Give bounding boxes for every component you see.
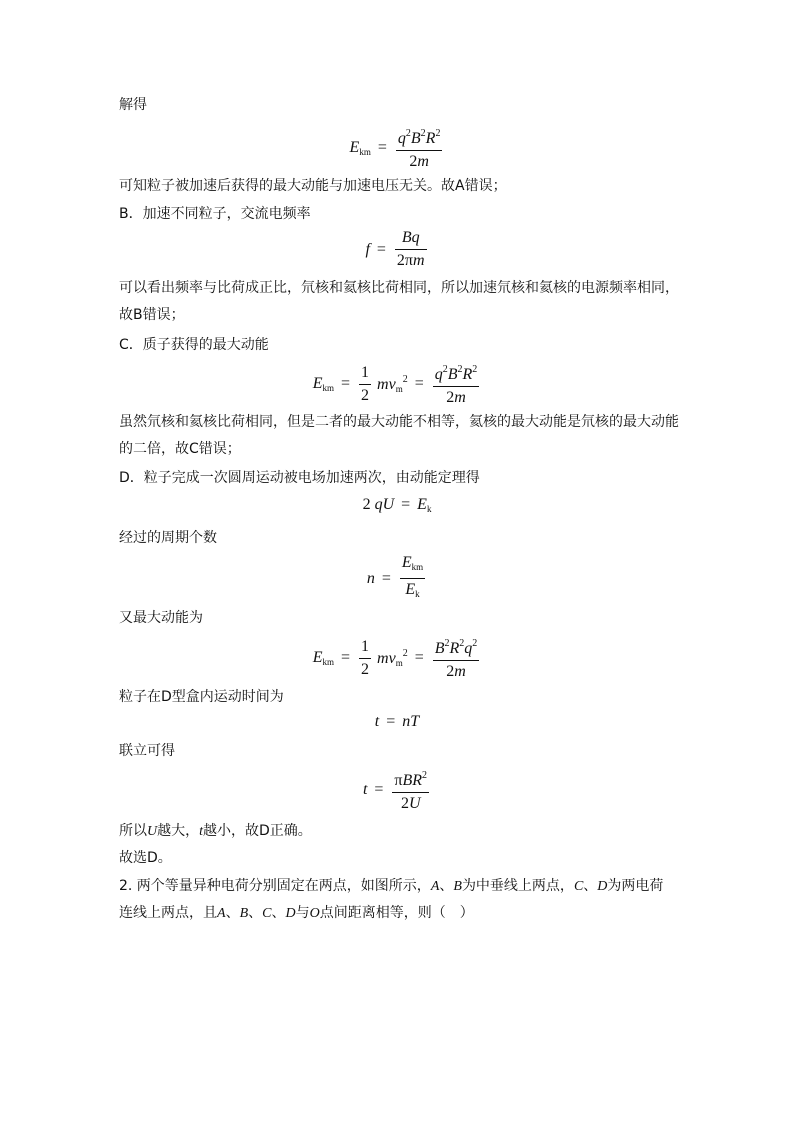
text-option-c: C．质子获得的最大动能 [119,337,269,353]
equation-max-energy-2: $E_{km}$ = $\frac{1}{2}$ $mv_m^2$ = $\frac{B^2R^2q^2}{2m}$ [0,634,794,682]
text-max-energy-again: 又最大动能为 [119,610,203,626]
equation-proton-energy: $E_{km}$ = $\frac{1}{2}$ $mv_m^2$ = $\frac{q^2B^2R^2}{2m}$ [0,360,794,408]
equation-n: n = $\frac{E_{km}}{E_k}$ [366,554,424,599]
eq-fraction: $\frac{q^2B^2R^2}{2m}$ [396,124,443,172]
text-solve: 解得 [119,97,147,113]
equation-time: t = $\frac{\pi BR^2}{2U}$ [0,766,794,814]
text-option-d: D．粒子完成一次圆周运动被电场加速两次，由动能定理得 [119,470,480,486]
text-conclusion-d: 所以U越大，t越小，故D正确。 [119,823,312,839]
question-2-line-1: 2. 两个等量异种电荷分别固定在两点，如图所示，A、B为中垂线上两点，C、D为两电荷 [119,878,664,894]
equation-frequency: f = $\frac{Bq}{2\pi m}$ [365,229,425,269]
question-2-line-2: 连线上两点，且A、B、C、D与O点间距离相等，则（ ） [119,905,474,921]
eq-lhs: $E_{km}$ [349,139,371,157]
text-option-b: B．加速不同粒子，交流电频率 [119,206,311,222]
text-conclusion-a: 可知粒子被加速后获得的最大动能与加速电压无关。故A错误； [119,178,507,194]
text-answer: 故选D。 [119,850,172,866]
text-energy-comparison: 虽然氘核和氦核比荷相同，但是二者的最大动能不相等，氦核的最大动能是氘核的最大动能的二倍，故C错误； [119,414,679,457]
text-period-count: 经过的周期个数 [119,530,217,546]
equation-work-energy: 2 qU = $E_k$ [362,496,432,514]
text-frequency-explanation: 可以看出频率与比荷成正比，氘核和氦核比荷相同，所以加速氘核和氦核的电源频率相同，故B错误； [119,280,679,323]
text-combine: 联立可得 [119,743,175,759]
equation-t-nT: t = nT [374,713,420,730]
equation-max-kinetic-energy: $E_{km}$ = $\frac{q^2B^2R^2}{2m}$ [0,124,794,172]
text-time-in-d-box: 粒子在D型盒内运动时间为 [119,689,284,705]
